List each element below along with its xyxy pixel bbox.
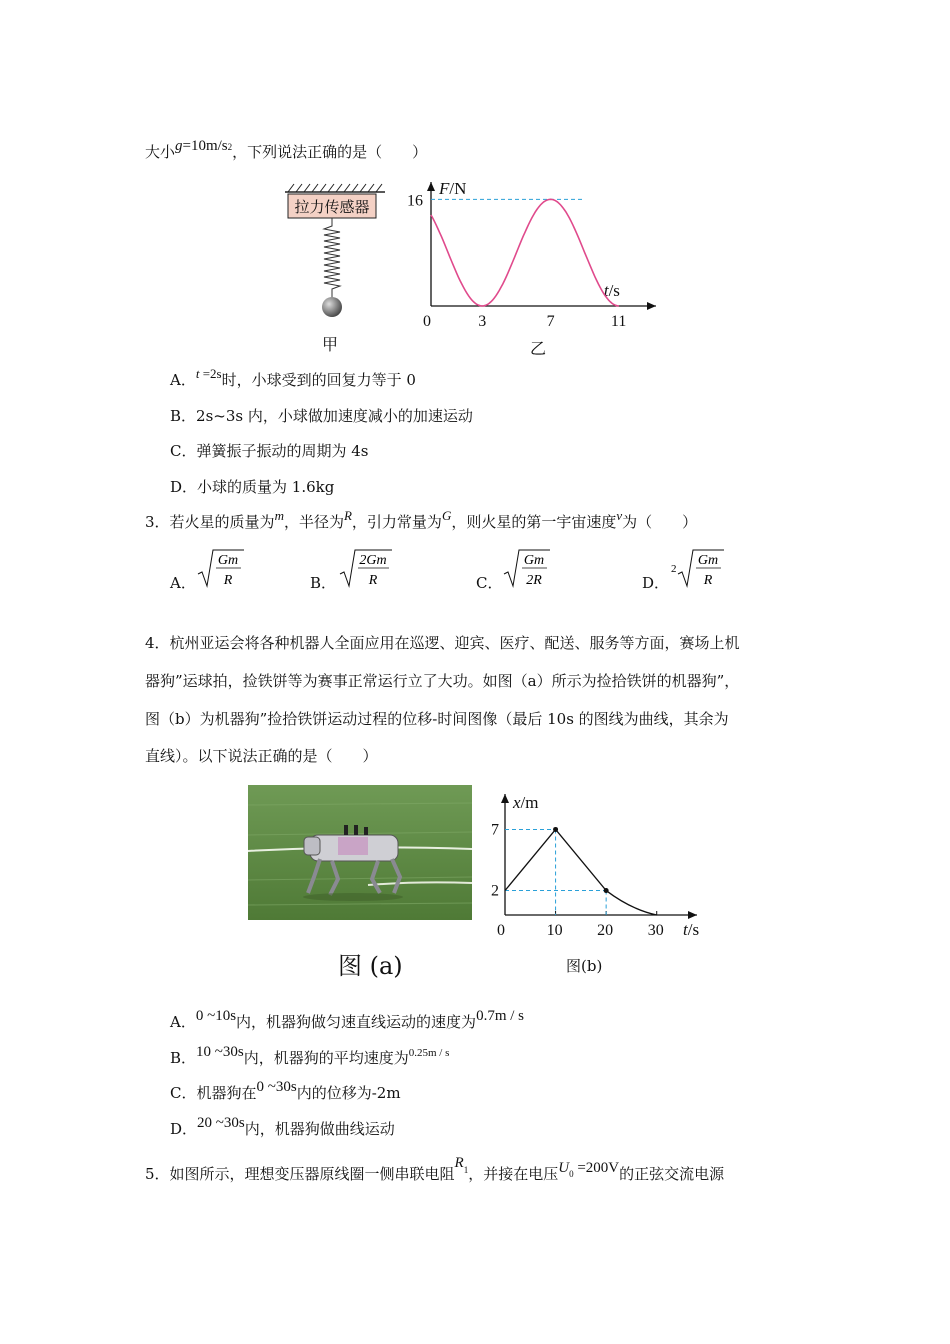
svg-text:R: R <box>703 573 713 588</box>
x-axis-label: t/s <box>603 281 620 300</box>
point-10-7 <box>553 827 558 832</box>
svg-text:Gm: Gm <box>217 553 239 568</box>
q4-option-c[interactable]: C．机器狗在0 ~30s内的位移为-2m <box>170 1079 401 1102</box>
q4-option-b[interactable]: B．10 ~30s内，机器狗的平均速度为$^{0.25m / s}$ <box>170 1044 450 1067</box>
q3-option-a-radical <box>196 546 246 590</box>
robot-dog-illustration <box>248 785 472 920</box>
intro-suffix: ，下列说法正确的是（ ） <box>232 143 428 161</box>
y-axis-label: F/N <box>439 179 467 198</box>
y-axis-arrow <box>501 794 509 803</box>
svg-text:2: 2 <box>671 563 677 575</box>
q3-option-d-radical <box>668 546 728 590</box>
label-jia: 甲 <box>322 335 339 354</box>
ceiling-hatch <box>285 184 385 192</box>
displacement-time-chart <box>480 790 710 940</box>
y-tick-label-2: 2 <box>491 882 499 900</box>
q3-stem: 3．若火星的质量为m，半径为R，引力常量为G，则火星的第一宇宙速度v为（ ） <box>145 508 698 531</box>
x-tick-label-20: 20 <box>597 922 614 939</box>
intro-prefix: 大小 <box>145 143 176 161</box>
x-axis-arrow <box>688 911 697 919</box>
spring-apparatus-figure <box>280 180 390 355</box>
force-curve <box>431 199 619 306</box>
q4-line-4: 直线）。以下说法正确的是（ ） <box>145 747 378 765</box>
y-tick-label-7: 7 <box>491 821 499 839</box>
label-yi: 乙 <box>530 339 547 358</box>
q3-option-d-letter[interactable]: D． <box>642 574 670 592</box>
y-axis-arrow <box>427 182 435 191</box>
svg-text:2R: 2R <box>526 573 542 588</box>
q3-option-c-radical <box>502 546 552 590</box>
q3-option-c-letter[interactable]: C． <box>476 574 503 592</box>
fig-a-label: 图 (a) <box>338 952 403 980</box>
intro-line <box>145 138 428 164</box>
segment-10-20 <box>556 829 607 890</box>
sensor-label: 拉力传感器 <box>294 200 370 216</box>
q2-option-c[interactable]: C．弹簧振子振动的周期为 4s <box>170 442 369 460</box>
segment-0-10 <box>505 829 556 890</box>
svg-text:Gm: Gm <box>523 553 545 568</box>
x-tick-label-3: 3 <box>478 313 487 330</box>
x-tick-label-0: 0 <box>423 313 431 330</box>
y-axis-label: x/m <box>513 793 539 812</box>
g-symbol: g <box>175 138 183 154</box>
force-time-chart <box>400 178 680 338</box>
g-exponent: 2 <box>227 142 233 152</box>
q2-option-a[interactable]: A．t =2s时，小球受到的回复力等于 0 <box>170 366 416 389</box>
q4-line-3: 图（b）为机器狗”捡拾铁饼运动过程的位移-时间图像（最后 10s 的图线为曲线，其余为 <box>145 710 729 728</box>
point-20-2 <box>604 888 609 893</box>
curve-20-30 <box>606 891 657 915</box>
x-tick-label-10: 10 <box>546 922 563 939</box>
q4-option-d[interactable]: D．20 ~30s内，机器狗做曲线运动 <box>170 1115 395 1138</box>
y-tick-label-16: 16 <box>407 192 423 210</box>
svg-text:2Gm: 2Gm <box>359 553 387 568</box>
q5-stem: 5．如图所示，理想变压器原线圈一侧串联电阻$R^1$，并接在电压U0 =200V的正弦交流电源 <box>145 1155 725 1183</box>
svg-text:Gm: Gm <box>697 553 719 568</box>
q4-option-a[interactable]: A．0 ~10s内，机器狗做匀速直线运动的速度为0.7m / s <box>170 1008 524 1031</box>
ball <box>322 297 342 317</box>
q4-line-2: 器狗”运球拍，捡铁饼等为赛事正常运行立了大功。如图（a）所示为捡拾铁饼的机器狗”， <box>145 672 740 690</box>
x-tick-label-7: 7 <box>546 313 555 330</box>
robot-dog-photo <box>248 785 472 920</box>
fig-b-label: 图(b) <box>566 957 603 975</box>
x-tick-label-30: 30 <box>647 922 664 939</box>
x-tick-label-11: 11 <box>610 313 627 330</box>
q3-option-b-radical <box>338 546 394 590</box>
g-value: =10m/s <box>182 138 228 154</box>
x-tick-label-0: 0 <box>497 922 505 939</box>
q4-line-1: 4．杭州亚运会将各种机器人全面应用在巡逻、迎宾、医疗、配送、服务等方面，赛场上机 <box>145 634 740 652</box>
spring-coil <box>324 218 340 297</box>
q2-option-d[interactable]: D．小球的质量为 1.6kg <box>170 478 335 496</box>
q3-option-a-letter[interactable]: A． <box>170 574 196 592</box>
q3-option-b-letter[interactable]: B． <box>310 574 337 592</box>
svg-text:R: R <box>223 573 233 588</box>
q2-option-b[interactable]: B．2s~3s 内，小球做加速度减小的加速运动 <box>170 407 473 425</box>
x-axis-label: t/s <box>683 920 700 939</box>
x-axis-arrow <box>647 302 656 310</box>
svg-text:R: R <box>368 573 378 588</box>
